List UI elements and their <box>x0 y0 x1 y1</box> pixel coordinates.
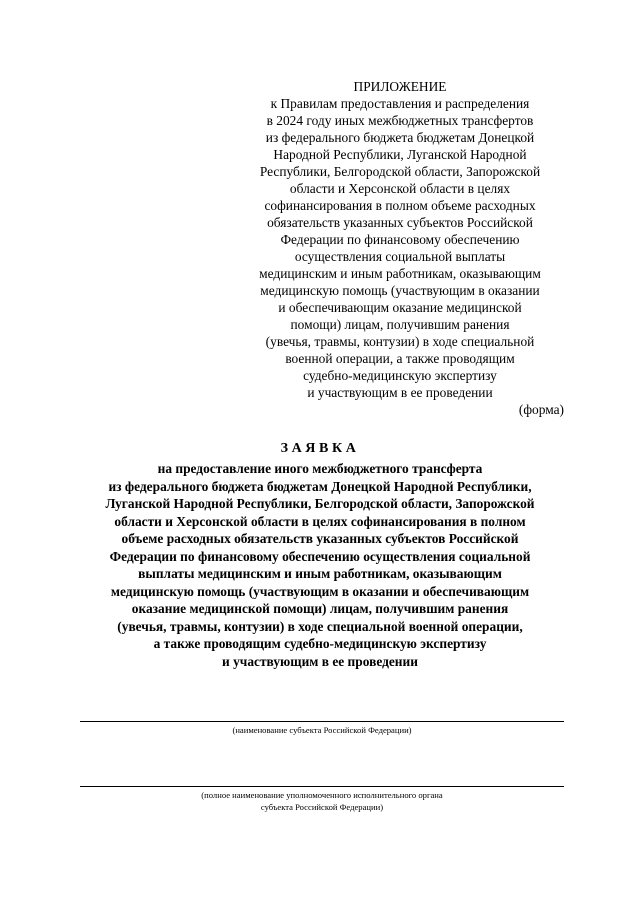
appendix-line: Республики, Белгородской области, Запорожской <box>259 164 541 179</box>
subtitle-line: выплаты медицинским и иным работникам, оказывающим <box>138 566 502 581</box>
subtitle-line: и участвующим в ее проведении <box>222 653 418 669</box>
subject-name-field-line[interactable] <box>80 721 564 722</box>
document-title: ЗАЯВКА <box>280 441 360 456</box>
subtitle-line: области и Херсонской области в целях софинансирования в полном <box>114 513 526 529</box>
appendix-line: обязательств указанных субъектов Российской <box>267 215 533 230</box>
appendix-line: помощи) лицам, получившим ранения <box>290 317 510 332</box>
subtitle-line: на предоставление иного межбюджетного трансферта <box>157 461 483 476</box>
appendix-line: Народной Республики, Луганской Народной <box>273 147 527 162</box>
caption-line: субъекта Российской Федерации) <box>260 802 384 812</box>
appendix-line: и участвующим в ее проведении <box>307 385 493 400</box>
appendix-heading: ПРИЛОЖЕНИЕ <box>353 79 447 94</box>
appendix-line: к Правилам предоставления и распределения <box>270 96 530 111</box>
appendix-line: из федерального бюджета бюджетам Донецкой <box>265 130 535 145</box>
appendix-block <box>236 78 564 418</box>
appendix-line: медицинским и иным работникам, оказывающим <box>259 266 541 281</box>
appendix-line: медицинскую помощь (участвующим в оказании <box>260 283 540 298</box>
executive-body-caption <box>80 789 564 813</box>
appendix-line: Федерации по финансовому обеспечению <box>280 232 520 247</box>
subtitle-line: объеме расходных обязательств указанных субъектов Российской <box>121 531 519 546</box>
executive-body-field-line[interactable] <box>80 786 564 787</box>
subtitle-line: Федерации по финансовому обеспечению осуществления социальной <box>109 548 531 564</box>
appendix-line: (увечья, травмы, контузии) в ходе специальной <box>265 334 535 349</box>
appendix-line: и обеспечивающим оказание медицинской <box>278 300 522 315</box>
document-subtitle <box>60 460 580 670</box>
subject-name-caption <box>80 724 564 736</box>
appendix-line: осуществления социальной выплаты <box>294 249 506 264</box>
appendix-line: области и Херсонской области в целях <box>289 181 511 196</box>
appendix-line: судебно-медицинскую экспертизу <box>303 368 497 383</box>
subtitle-line: (увечья, травмы, контузии) в ходе специальной военной операции, <box>117 618 523 634</box>
caption-line: (полное наименование уполномоченного исполнительного органа <box>201 790 443 800</box>
subtitle-line: из федерального бюджета бюджетам Донецкой Народной Республики, <box>108 478 532 494</box>
appendix-line: в 2024 году иных межбюджетных трансфертов <box>266 113 534 128</box>
caption-line: (наименование субъекта Российской Федерации) <box>232 725 412 735</box>
subtitle-line: оказание медицинской помощи) лицам, получившим ранения <box>131 601 509 616</box>
subtitle-line: медицинскую помощь (участвующим в оказании и обеспечивающим <box>110 583 530 599</box>
subtitle-line: а также проводящим судебно-медицинскую экспертизу <box>153 636 487 651</box>
subtitle-line: Луганской Народной Республики, Белгородской области, Запорожской <box>105 496 535 511</box>
appendix-line: военной операции, а также проводящим <box>285 351 515 366</box>
appendix-line: софинансирования в полном объеме расходных <box>264 198 536 213</box>
form-label: (форма) <box>518 402 564 417</box>
